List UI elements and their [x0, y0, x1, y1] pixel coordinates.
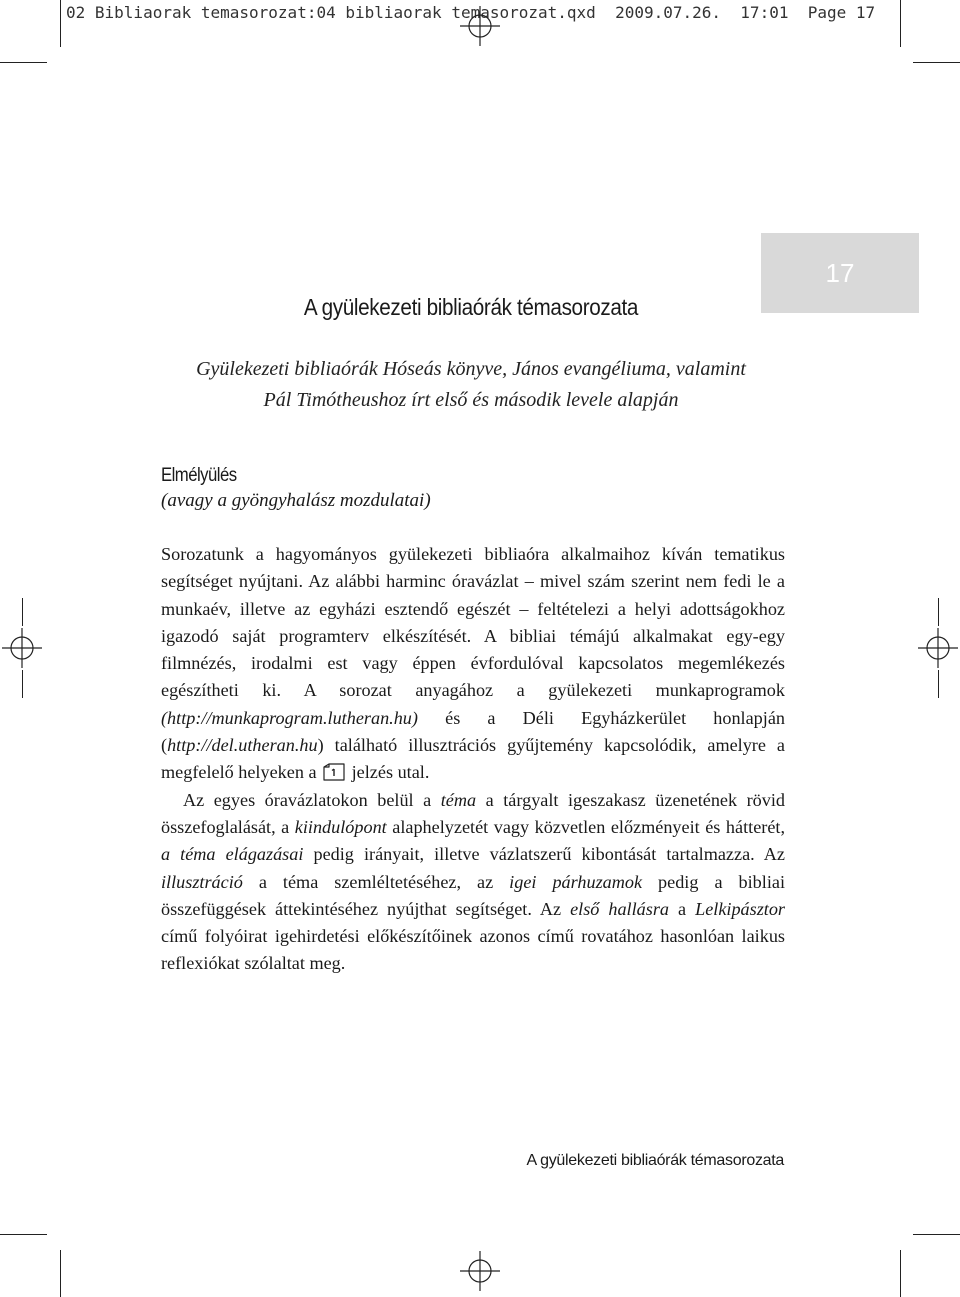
registration-mark-icon [2, 628, 42, 668]
print-slug-line: 02 Bibliaorak temasorozat:04 bibliaorak temasorozat.qxd 2009.07.26. 17:01 Page 17 [66, 3, 876, 22]
crop-mark [22, 598, 23, 626]
crop-mark [938, 598, 939, 626]
crop-mark [900, 1250, 901, 1297]
crop-mark [60, 0, 61, 47]
section-heading: Elmélyülés [161, 465, 237, 486]
crop-mark [900, 0, 901, 47]
registration-mark-icon [460, 1251, 500, 1291]
subtitle-line: Gyülekezeti bibliaórák Hóseás könyve, János evangéliuma, valamint [196, 358, 746, 380]
crop-mark [913, 62, 960, 63]
crop-mark [0, 1234, 47, 1235]
crop-mark [0, 62, 47, 63]
url-link: (http://munkaprogram.lutheran.hu) [161, 707, 418, 728]
registration-mark-icon [460, 6, 500, 46]
crop-mark [913, 1234, 960, 1235]
body-text [161, 541, 785, 978]
crop-mark [938, 670, 939, 698]
running-footer: A gyülekezeti bibliaórák témasorozata [526, 1152, 784, 1169]
document-icon [323, 763, 345, 781]
crop-mark [22, 670, 23, 698]
page-title: A gyülekezeti bibliaórák témasorozata [303, 294, 639, 320]
url-link: http://del.utheran.hu [167, 735, 318, 756]
page-number: 17 [825, 257, 855, 288]
section-subheading: (avagy a gyöngyhalász mozdulatai) [161, 490, 431, 511]
paragraph-intro: Sorozatunk a hagyományos gyülekezeti bibliaóra alkalmaihoz kíván tematikus segítséget nyújtani. Az alábbi harminc óravázlat – mivel szám szerint nem fedi le a munkaév, illetve az egyházi esztendő egészét – feltételezi a helyi adottságokhoz igazodó saját programterv elkészítését. A bibliai témájú alkalmakat egy-egy filmnézés, irodalmi est vagy éppen évfordulóval kapcsolatos megemlékezés egészítheti ki. A sorozat anyagához a gyülekezeti munkaprogramok (http://munkaprogram.lutheran.hu) és a Déli Egyházkerület honlapján (http://del.utheran.hu) található illusztrációs gyűjtemény kapcsolódik, amelyre a megfelelő helyeken a jelzés utal. [161, 544, 785, 783]
paragraph-structure: Az egyes óravázlatokon belül a téma a tárgyalt igeszakasz üzenetének rövid összefoglalását, a kiindulópont alaphelyzetét vagy közvetlen előzményeit és hátterét, a téma elágazásai pedig irányait, illetve vázlatszerű kibontását tartalmazza. Az illusztráció a téma szemléltetéséhez, az igei párhuzamok pedig a bibliai összefüggések áttekintéséhez nyújthat segítséget. Az első hallásra a Lelkipásztor című folyóirat igehirdetési előkészítőinek azonos című rovatához hasonlóan laikus reflexiókat szólaltat meg. [161, 789, 786, 974]
crop-mark [60, 1250, 61, 1297]
subtitle-line: Pál Timótheushoz írt első és második levele alapján [263, 389, 679, 411]
registration-mark-icon [918, 628, 958, 668]
page-subtitle [0, 354, 942, 416]
